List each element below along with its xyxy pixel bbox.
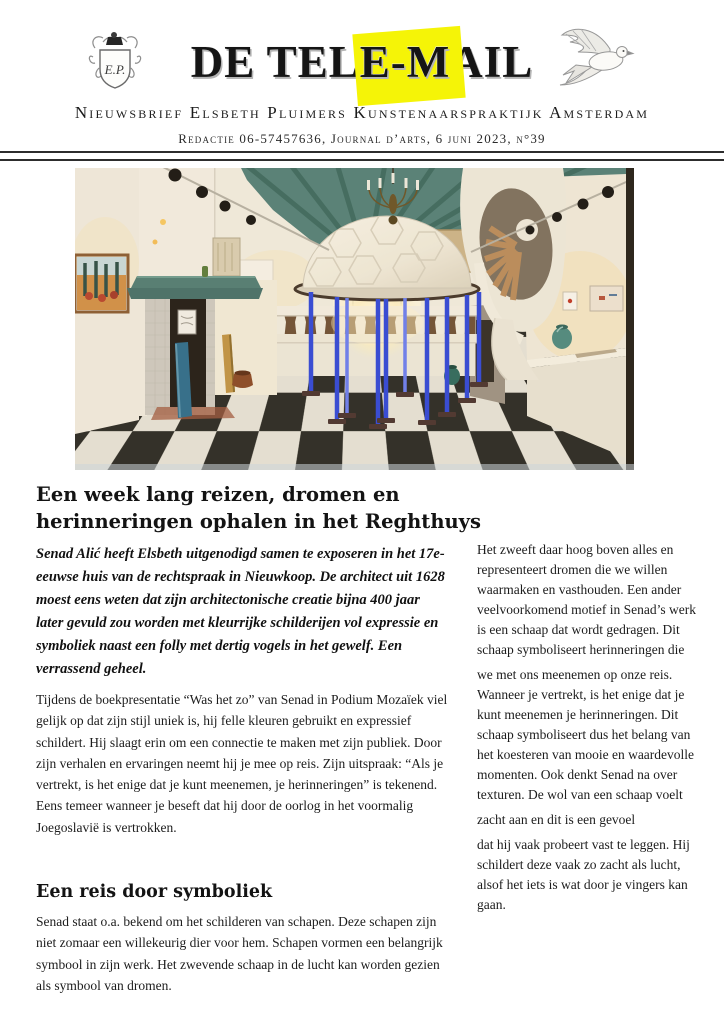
right-paragraph-2: we met ons meenemen op onze reis. Wanneer je vertrekt, is het enige dat je kunt meenemen je herinneringen. Dit schaap symboliseert dus het belang van het koesteren van mooie en waardevolle momenten. Ook denkt Senad na over texturen. De wol van een schaap voelt xyxy=(477,667,695,802)
article-left-column xyxy=(36,543,448,838)
dateline: Redactie 06-57457636, Journal d’arts, 6 juni 2023, n°39 xyxy=(178,131,546,146)
article-paragraph-2: Senad staat o.a. bekend om het schilderen van schapen. Deze schapen zijn niet zomaar een willekeurig dier voor hem. Schapen vormen een belangrijk symbool in zijn werk. Het zwevende schaap in de lucht kan worden gezien als symbool van dromen. xyxy=(36,914,443,993)
right-paragraph-1: Het zweeft daar hoog boven alles en representeert dromen die we willen waarmaken en vasthouden. Een ander veelvoorkomend motief in Senad’s werk is een schaap dat wordt gedragen. Dit schaap symboliseert herinneringen die xyxy=(477,542,696,657)
article-paragraph-1: Tijdens de boekpresentatie “Was het zo” van Senad in Podium Mozaïek viel gelijk op dat zijn stijl uniek is, hij felle kleuren gebruikt en expressief schildert. Hij slaagt erin om een connectie te maken met zijn publiek. Door zijn verhalen en ervaringen neemt hij je mee op reis. Zijn uitspraak: “Als je vertrekt, is het enige dat je kunt meenemen, je herinneringen” is tekenend. Eens temeer wanneer je beseft dat hij door de oorlog in het voormalig Joegoslavië is vertrokken. xyxy=(36,692,448,835)
article-section xyxy=(36,882,448,996)
crest-monogram: E.P. xyxy=(104,62,126,77)
newsletter-subtitle: Nieuwsbrief Elsbeth Pluimers Kunstenaarspraktijk Amsterdam xyxy=(74,103,650,122)
right-paragraph-3: zacht aan en dit is een gevoel xyxy=(477,812,636,827)
article-subheading: Een reis door symboliek xyxy=(36,882,273,902)
headline-line-2: herinneringen ophalen in het Reghthuys xyxy=(36,510,481,533)
title-highlight-text: E-M xyxy=(359,37,451,87)
dove-icon xyxy=(548,25,642,93)
dove-head xyxy=(617,47,628,58)
title-post: AIL xyxy=(450,37,534,87)
divider-rule xyxy=(0,151,724,161)
article-intro: Senad Alić heeft Elsbeth uitgenodigd samen te exposeren in het 17e-eeuwse huis van de rechtspraak in Nieuwkoop. De architect uit 1628 moest eens weten dat zijn architectonische creatie bijna 400 jaar later gevuld zou worden met kleurrijke schilderijen vol expressie en symboliek naast een folly met dertig vogels in het gewelf. Een verrassend geheel. xyxy=(36,546,445,677)
article-headline xyxy=(36,481,481,535)
gallery-photo xyxy=(75,168,634,470)
dove-beak xyxy=(627,51,633,55)
article-right-column xyxy=(477,540,707,920)
headline-line-1: Een week lang reizen, dromen en xyxy=(36,483,400,506)
right-paragraph-4: dat hij vaak probeert vast te leggen. Hij schildert deze vaak zo zacht als lucht, alsof het iets is wat door je vingers kan gaan. xyxy=(477,837,690,912)
title-pre: DE TEL xyxy=(190,37,360,87)
title-highlight xyxy=(360,34,450,90)
